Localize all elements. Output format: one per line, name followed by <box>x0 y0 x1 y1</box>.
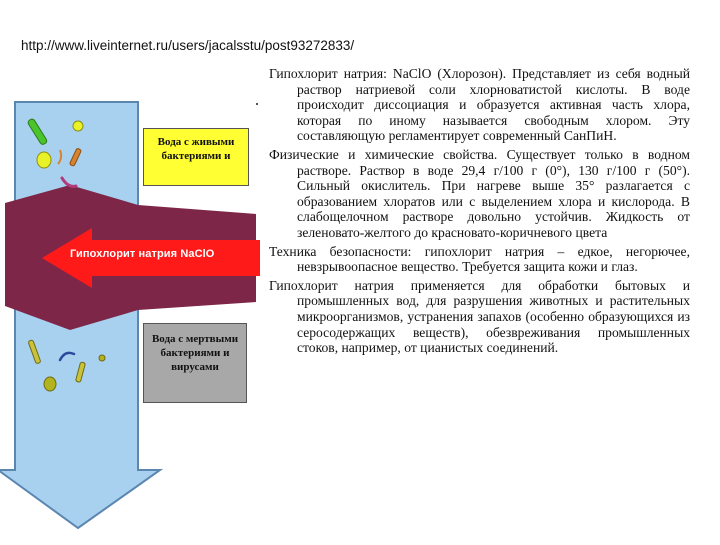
description-text <box>269 66 690 359</box>
disinfection-diagram <box>0 0 260 540</box>
paragraph-properties: Физические и химические свойства. Существует только в водном растворе. Раствор в воде 29,4 г/100 г (0°), 130 г/100 г (50°). Сильный окислитель. При нагреве выше 35° разлагается с образованием хлоратов или с выделением хлора и кислорода. В слабощелочном растворе довольно устойчив. Жидкость от зеленовато-желтого до красновато-коричневого цвета <box>269 146 690 240</box>
bacterium-coccus <box>44 377 56 391</box>
paragraph-overview: Гипохлорит натрия: NaClO (Хлорозон). Представляет из себя водный раствор натриевой соли хлорноватистой кислоты. В воде происходит диссоциация и образуется активная часть хлора, которая по иному называется свободным хлором. Эту составляющую регламентирует современный СанПиН. <box>269 66 690 144</box>
diagram-graphic <box>0 0 260 540</box>
bacterium-coccus <box>99 355 105 361</box>
source-url: http://www.liveinternet.ru/users/jacalsstu/post93272833/ <box>21 38 355 53</box>
paragraph-safety: Техника безопасности: гипохлорит натрия – едкое, негорючее, невзрывоопасное вещество. Требуется защита кожи и глаз. <box>269 243 690 275</box>
reagent-label: Гипохлорит натрия NaClO <box>70 248 215 260</box>
paragraph-usage: Гипохлорит натрия применяется для обработки бытовых и промышленных вод, для разрушения животных и растительных микроорганизмов, устранения запахов (особенно образующихся из серосодержащих веществ), обезвреживания промышленных стоков, например, от цианистых соединений. <box>269 277 690 356</box>
bacterium-coccus <box>73 121 83 131</box>
dead-water-label: Вода с мертвыми бактериями и вирусами <box>143 323 247 403</box>
live-water-label: Вода с живыми бактериями и <box>143 128 249 186</box>
bacterium-coccus <box>37 152 51 168</box>
